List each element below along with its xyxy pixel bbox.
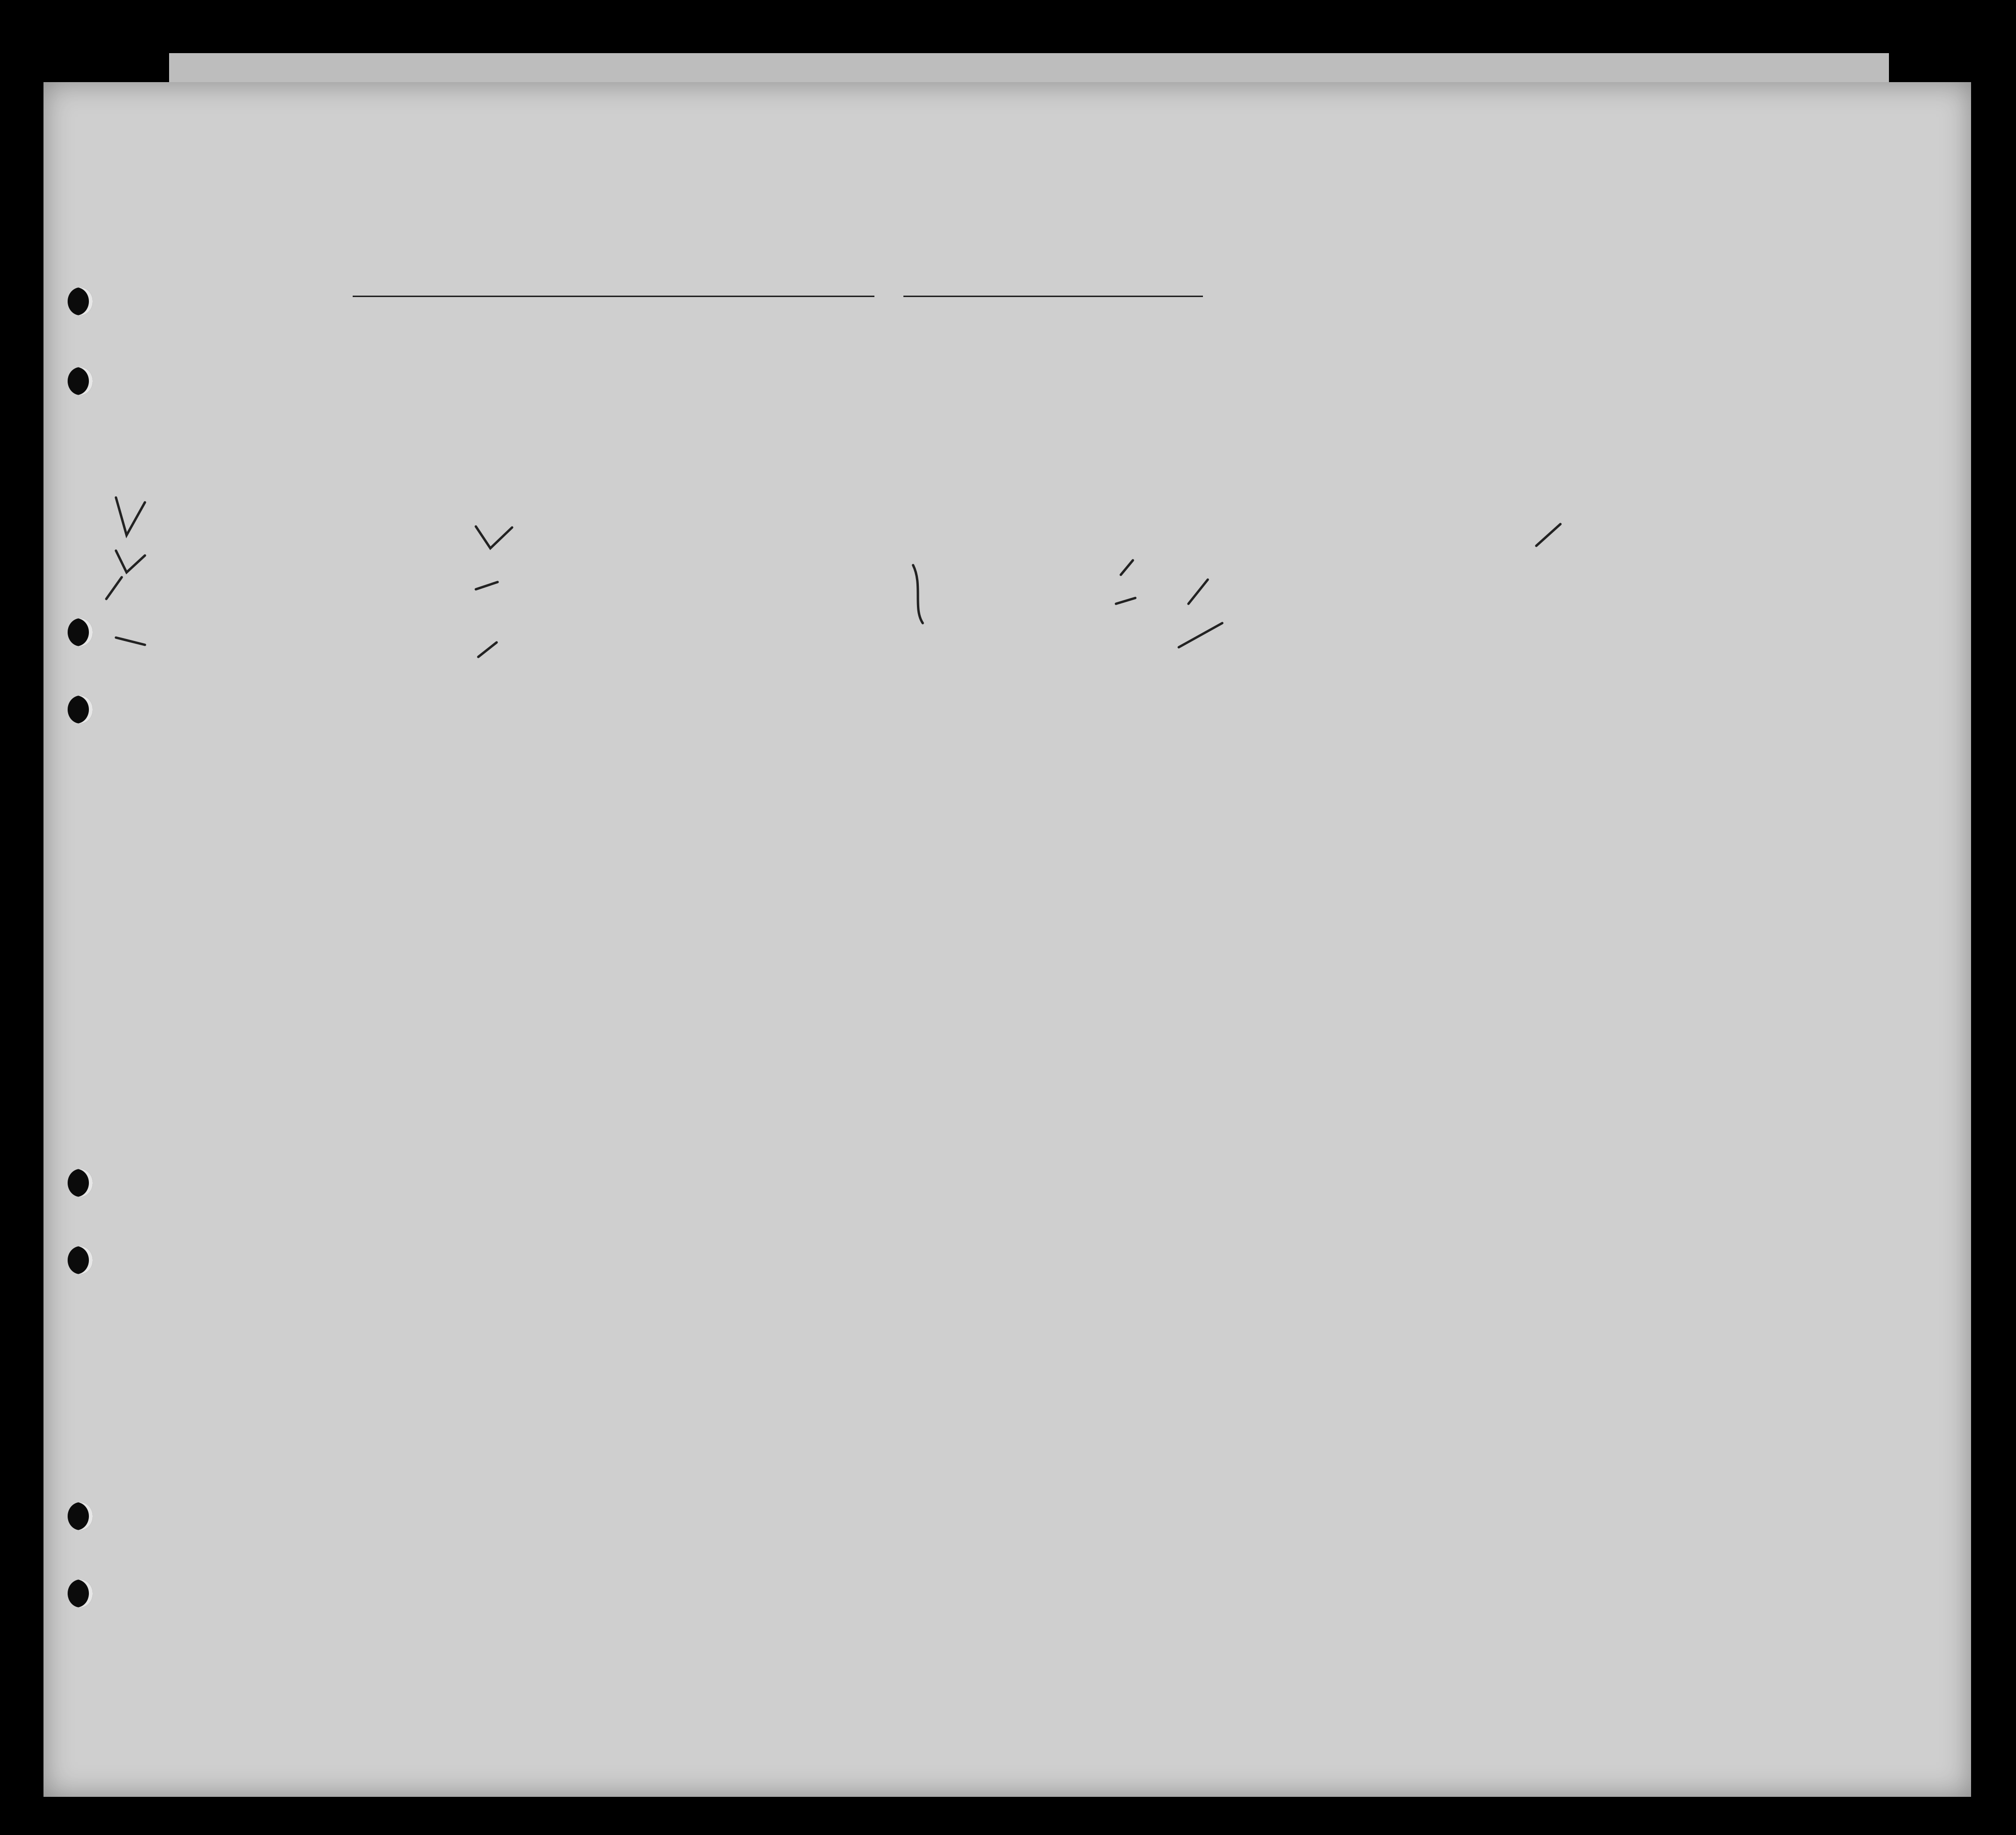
check-mark [106,577,122,599]
check-mark [476,526,512,548]
check-mark [913,565,923,623]
check-mark [1188,580,1208,604]
check-mark [116,498,145,535]
check-mark [1121,560,1133,575]
check-mark [478,642,497,657]
check-mark [116,638,145,645]
check-mark [116,551,145,572]
check-mark [1116,598,1135,604]
check-mark [1536,524,1560,546]
check-mark [476,582,498,589]
check-mark [1179,623,1222,647]
